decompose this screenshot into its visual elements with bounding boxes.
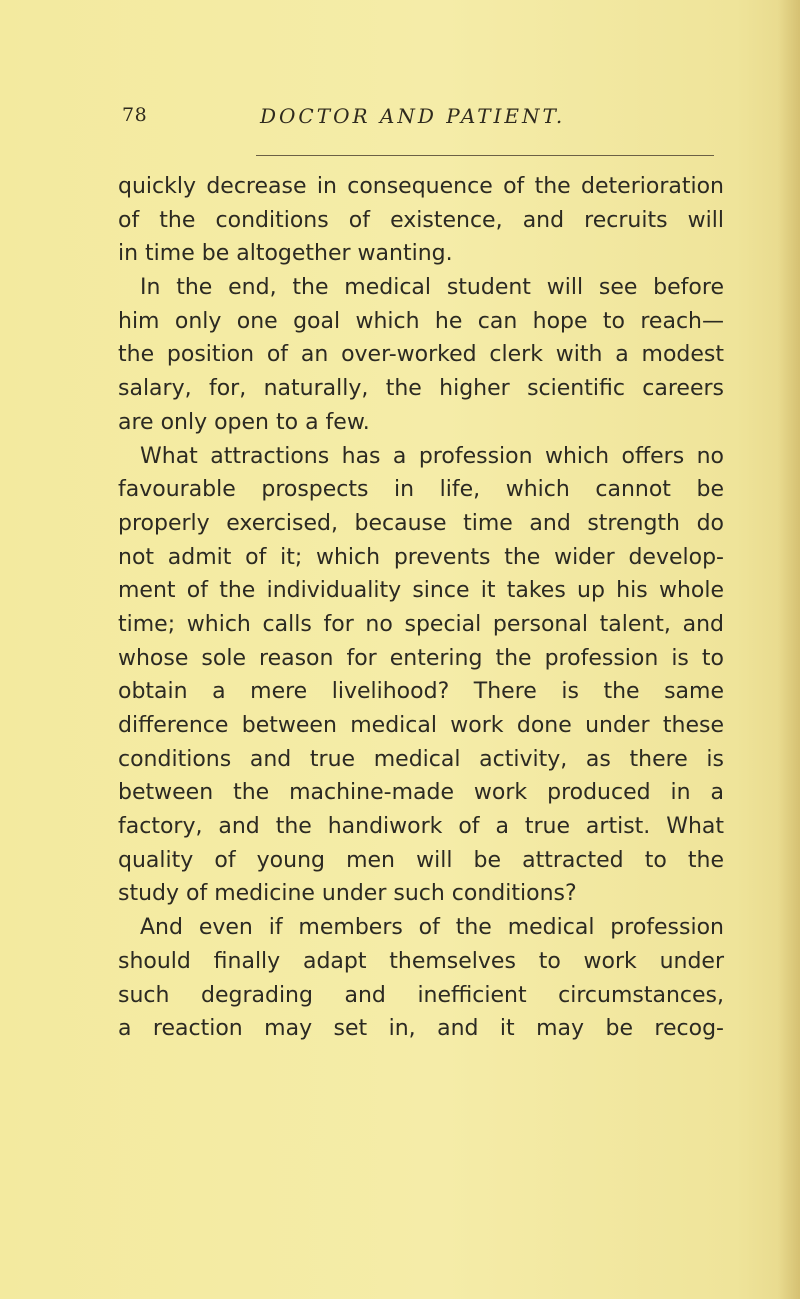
text-line: whose sole reason for entering the profession is to: [118, 645, 724, 671]
text-line: quickly decrease in consequence of the deterioration: [118, 174, 724, 199]
paragraph-first-line: What attractions has a profession which offers no: [140, 443, 724, 469]
text-line: obtain a mere livelihood? There is the same: [118, 679, 724, 705]
text-line: study of medicine under such conditions?: [118, 881, 577, 907]
text-line: between the machine-made work produced in a: [118, 780, 724, 806]
page-number: 78: [122, 104, 148, 126]
text-line: properly exercised, because time and strength do: [118, 510, 724, 536]
text-line: salary, for, naturally, the higher scientific careers: [118, 376, 724, 402]
page-header: [122, 104, 722, 140]
running-head: DOCTOR AND PATIENT.: [260, 104, 566, 128]
text-line: the position of an over-worked clerk with a modest: [118, 342, 724, 368]
text-line: time; which calls for no special personal talent, and: [118, 611, 724, 637]
text-line: factory, and the handiwork of a true artist. What: [118, 814, 724, 840]
text-line: quality of young men will be attracted to the: [118, 847, 724, 873]
text-line: such degrading and inefficient circumstances,: [118, 982, 724, 1008]
text-line: are only open to a few.: [118, 409, 370, 435]
paragraph-first-line: In the end, the medical student will see before: [140, 275, 724, 301]
page-edge-shadow: [778, 0, 800, 1299]
text-line: conditions and true medical activity, as there is: [118, 746, 724, 772]
header-rule: [256, 155, 714, 156]
text-line: ment of the individuality since it takes up his whole: [118, 578, 724, 604]
text-line: not admit of it; which prevents the wider develop-: [118, 544, 724, 570]
text-line: a reaction may set in, and it may be recog-: [118, 1016, 724, 1042]
text-line: in time be altogether wanting.: [118, 241, 453, 267]
text-line: should finally adapt themselves to work under: [118, 948, 724, 974]
paragraph-first-line: And even if members of the medical profession: [140, 915, 724, 941]
text-line: of the conditions of existence, and recruits will: [118, 207, 724, 233]
text-line: him only one goal which he can hope to reach—: [118, 308, 724, 334]
body-text: [118, 170, 724, 1046]
text-line: difference between medical work done under these: [118, 713, 724, 738]
text-line: favourable prospects in life, which cannot be: [118, 477, 724, 503]
